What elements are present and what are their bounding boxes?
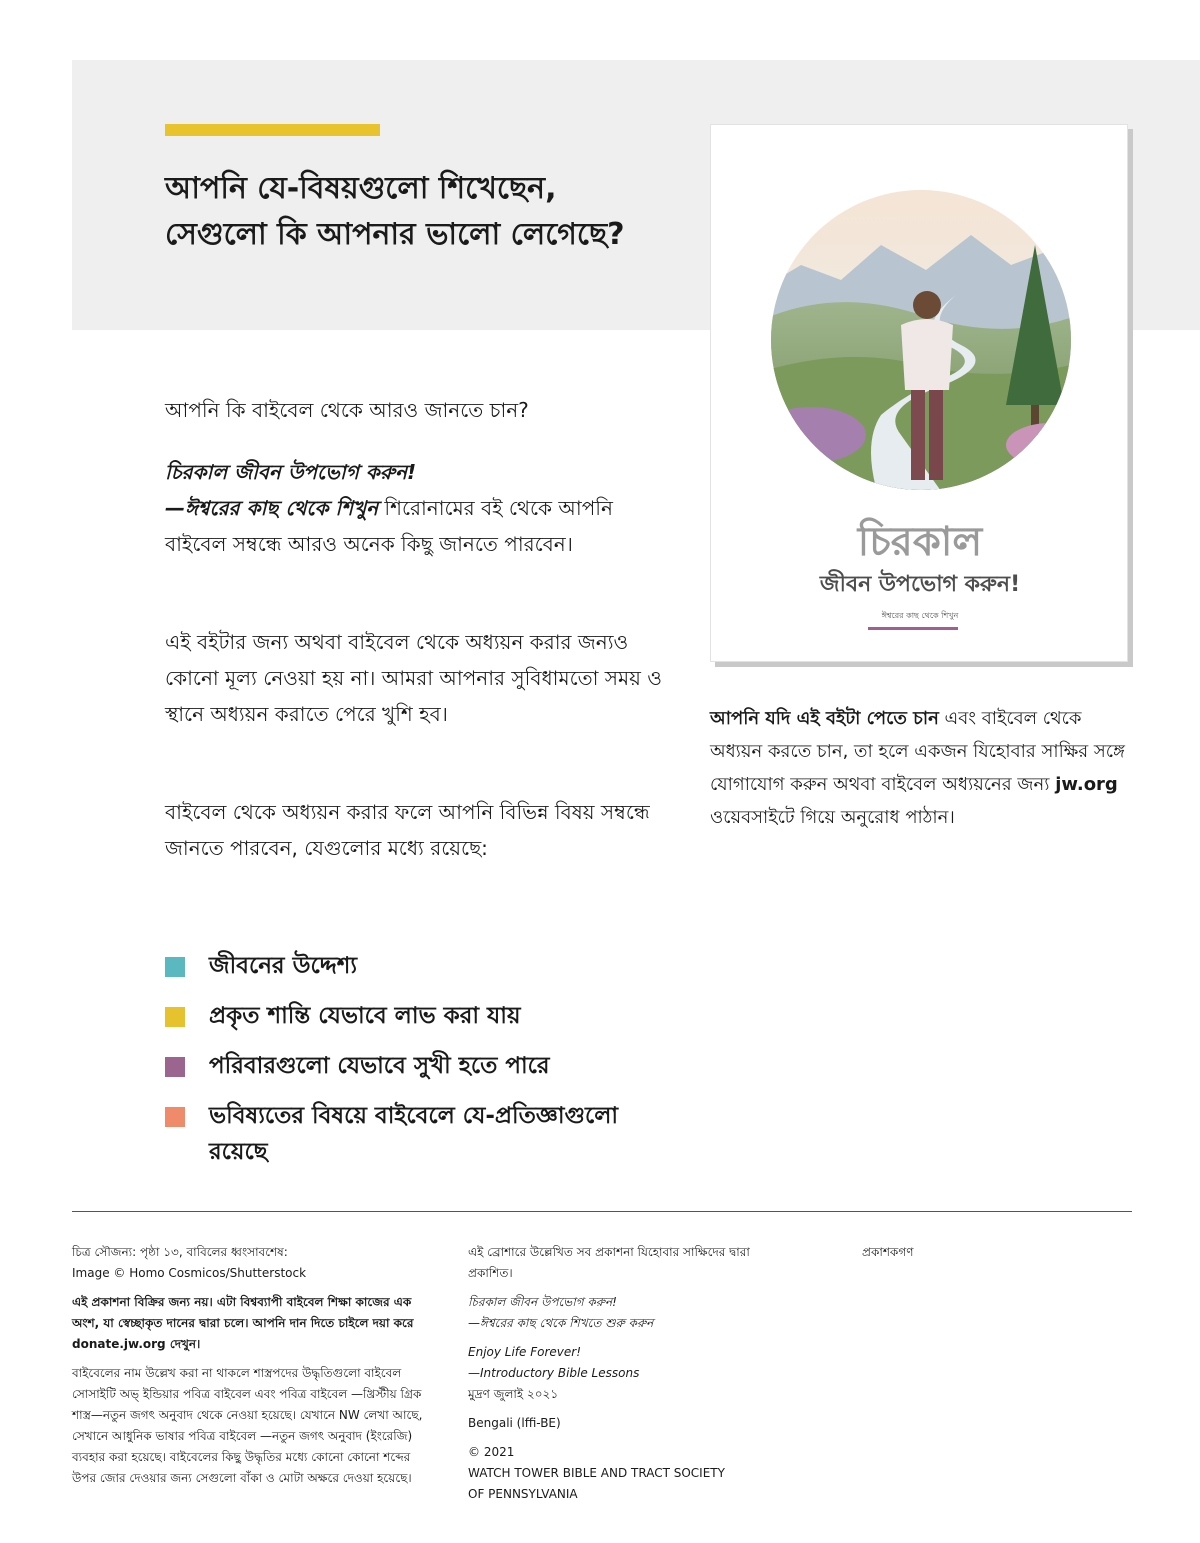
cover-subtitle: জীবন উপভোগ করুন! [819, 572, 1021, 597]
credit-line-2: Image © Homo Cosmicos/Shutterstock [72, 1266, 307, 1280]
list-item [165, 1048, 685, 1084]
donation-notice: এই প্রকাশনা বিক্রির জন্য নয়। এটা বিশ্বব্যাপী বাইবেল শিক্ষা কাজের এক অংশ, যা স্বেচ্ছাকৃত দানের দ্বারা চলে। আপনি দান দিতে চাইলে দয়া করে donate.jw.org দেখুন। [72, 1295, 414, 1351]
paragraph-topics-intro: বাইবেল থেকে অধ্যয়ন করার ফলে আপনি বিভিন্ন বিষয় সম্বন্ধে জানতে পারবেন, যেগুলোর মধ্যে রয়েছে: [165, 800, 650, 860]
copyright [468, 1442, 768, 1505]
website-link[interactable]: jw.org [1055, 774, 1118, 795]
footer-column-publishers [862, 1242, 1062, 1271]
print-date: মুদ্রণ জুলাই ২০২১ [468, 1387, 559, 1401]
title-line-2: সেগুলো কি আপনার ভালো লেগেছে? [165, 217, 625, 252]
english-title-line-1: Enjoy Life Forever! [468, 1345, 582, 1359]
publishers-label: প্রকাশকগণ [862, 1245, 914, 1259]
accent-bar [165, 124, 380, 136]
bengali-title-line-1: চিরকাল জীবন উপভোগ করুন! [468, 1295, 617, 1309]
book-cover [710, 124, 1128, 662]
list-item [165, 998, 685, 1034]
bengali-title-line-2: —ঈশ্বরের কাছ থেকে শিখতে শুরু করুন [468, 1316, 654, 1330]
topic-swatch [165, 1057, 185, 1077]
footer-divider [72, 1211, 1132, 1212]
cover-title: চিরকাল [857, 519, 983, 565]
english-title [468, 1342, 768, 1405]
list-item [165, 1098, 685, 1170]
book-title-line-2: —ঈশ্বরের কাছ থেকে শিখুন [165, 496, 379, 520]
topic-list [165, 948, 685, 1184]
society-line-2: OF PENNSYLVANIA [468, 1487, 578, 1501]
cover-accent-line [868, 627, 958, 630]
society-line-1: WATCH TOWER BIBLE AND TRACT SOCIETY [468, 1466, 725, 1480]
request-lead: আপনি যদি এই বইটা পেতে চান [710, 708, 939, 729]
paragraph-book [165, 454, 665, 562]
request-text-a: এবং বাইবেল থেকে অধ্যয়ন করতে চান, তা হলে একজন যিহোবার সাক্ষির সঙ্গে যোগাযোগ করুন অথবা বাইবেল অধ্যয়নের জন্য [710, 708, 1125, 795]
topic-label: পরিবারগুলো যেভাবে সুখী হতে পারে [209, 1053, 550, 1079]
request-text-b: ওয়েবসাইটে গিয়ে অনুরোধ পাঠান। [710, 807, 955, 828]
paragraph-free: এই বইটার জন্য অথবা বাইবেল থেকে অধ্যয়ন করার জন্যও কোনো মূল্য নেওয়া হয় না। আমরা আপনার সুবিধামতো সময় ও স্থানে অধ্যয়ন করাতে পেরে খুশি হব। [165, 630, 662, 726]
topic-swatch [165, 957, 185, 977]
footer-column-credits [72, 1242, 432, 1497]
language-code: Bengali (lffi-BE) [468, 1416, 561, 1430]
topic-swatch [165, 1007, 185, 1027]
topic-label: ভবিষ্যতের বিষয়ে বাইবেলে যে-প্রতিজ্ঞাগুলো রয়েছে [209, 1103, 619, 1165]
request-text [710, 702, 1130, 834]
topic-label: প্রকৃত শান্তি যেভাবে লাভ করা যায় [209, 1003, 521, 1029]
image-credit [72, 1242, 432, 1284]
page-title [165, 166, 685, 258]
book-title-line-1: চিরকাল জীবন উপভোগ করুন! [165, 460, 417, 484]
cover-tagline: ঈশ্বরের কাছ থেকে শিখুন [881, 611, 959, 620]
list-item [165, 948, 685, 984]
publisher-note: এই ব্রোশারে উল্লেখিত সব প্রকাশনা যিহোবার সাক্ষিদের দ্বারা প্রকাশিত। [468, 1245, 750, 1280]
credit-line-1: চিত্র সৌজন্য: পৃষ্ঠা ১৩, বাবিলের ধ্বংসাবশেষ: [72, 1245, 288, 1259]
question: আপনি কি বাইবেল থেকে আরও জানতে চান? [165, 398, 529, 422]
footer-column-publication [468, 1242, 768, 1513]
paragraph-book-text: শিরোনামের বই থেকে আপনি বাইবেল সম্বন্ধে আরও অনেক কিছু জানতে পারবেন। [165, 496, 613, 556]
copyright-year: © 2021 [468, 1445, 515, 1459]
topic-swatch [165, 1107, 185, 1127]
english-title-line-2: —Introductory Bible Lessons [468, 1366, 640, 1380]
scripture-note: বাইবেলের নাম উল্লেখ করা না থাকলে শাস্ত্রপদের উদ্ধৃতিগুলো বাইবেল সোসাইটি অভ্ ইন্ডিয়ার পবিত্র বাইবেল এবং পবিত্র বাইবেল —খ্রিস্টীয় গ্রিক শাস্ত্র—নতুন জগৎ অনুবাদ থেকে নেওয়া হয়েছে। যেখানে NW লেখা আছে, সেখানে আধুনিক ভাষার পবিত্র বাইবেল —নতুন জগৎ অনুবাদ (ইংরেজি) ব্যবহার করা হয়েছে। বাইবেলের কিছু উদ্ধৃতির মধ্যে কোনো কোনো শব্দের উপর জোর দেওয়ার জন্য সেগুলো বাঁকা ও মোটা অক্ষরে দেওয়া হয়েছে। [72, 1366, 423, 1485]
topic-label: জীবনের উদ্দেশ্য [209, 953, 358, 979]
title-line-1: আপনি যে-বিষয়গুলো শিখেছেন, [165, 171, 557, 206]
bengali-title [468, 1292, 768, 1334]
